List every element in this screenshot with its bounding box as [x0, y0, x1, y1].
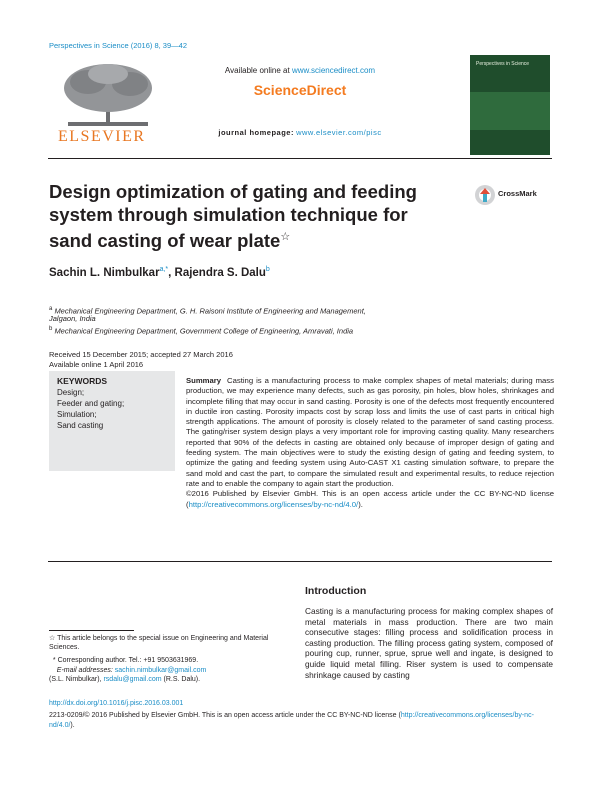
author-list	[49, 266, 270, 279]
affil-sup: b	[49, 326, 53, 332]
issn-text: 2213-0209/© 2016 Published by Elsevier GmbH. This is an open access article under the CC BY-NC-ND license (	[49, 712, 401, 719]
homepage-label: journal homepage:	[218, 128, 294, 137]
introduction-heading: Introduction	[305, 585, 367, 597]
footnote-corresponding	[49, 656, 289, 665]
affiliation-b	[49, 324, 469, 337]
footnote-star-text: This article belongs to the special issue on Engineering and Material Sciences.	[49, 635, 269, 652]
keyword-item: Design;	[57, 388, 85, 397]
article-title-text: Design optimization of gating and feeding system through simulation technique for sand casting of wear plate	[49, 181, 417, 252]
copyright-end: ).	[358, 499, 363, 509]
footnote-star: ☆	[49, 635, 56, 642]
footnote-corr-text: Corresponding author. Tel.: +91 9503631969.	[57, 657, 199, 664]
title-footnote-star[interactable]: ☆	[280, 231, 291, 243]
sciencedirect-link[interactable]: www.sciencedirect.com	[291, 66, 376, 75]
journal-reference[interactable]: Perspectives in Science (2016) 8, 39—42	[49, 41, 187, 50]
available-prefix: Available online at	[224, 66, 292, 75]
journal-cover-band	[470, 92, 550, 130]
keyword-item: Simulation;	[57, 410, 97, 419]
summary-text: Casting is a manufacturing process to make complex shapes of metal materials; during mass production, we may experience many defects, such as gas porosity, pin holes, blow holes, shrinkages and incomplete filling that may occur in sand casting. Porosity is one of the defects most frequently encountered in ductile iron casting. Porosity impacts cost by scrap loss and limits the use of cast parts in critical high strength applications. The amount of porosity is closely related to the parameter of sand casting process. The gating/riser system design plays a very important role for improving casting quality. Many researchers reported that 90% of the defects in casting are obtained only because of improper design of gating and feeding system. The main objectives were to study the existing design of gating and feeding system, to optimize the gating and feeding system using Auto-CAST X1 casting simulation software, to prepare the sand mold and cast the part, to compare the simulated result and experimental results, to reduce rejection rate and to enable the company to again start the production.	[186, 376, 554, 488]
author-affil-sup[interactable]: b	[265, 266, 270, 273]
author-separator: ,	[168, 266, 175, 279]
article-title	[49, 180, 449, 252]
affil-a-line1: Mechanical Engineering Department, G. H. Raisoni Institute of Engineering and Management,	[54, 306, 366, 316]
keywords-heading: KEYWORDS	[57, 376, 108, 386]
abstract-summary	[186, 376, 554, 510]
available-online-line	[200, 66, 400, 75]
issn-license-line	[49, 711, 554, 730]
doi-link[interactable]: http://dx.doi.org/10.1016/j.pisc.2016.03.001	[49, 700, 184, 707]
available-online-date: Available online 1 April 2016	[49, 360, 144, 369]
author-name[interactable]: Rajendra S. Dalu	[174, 266, 266, 279]
affil-sup: a	[49, 306, 53, 312]
introduction-body: Casting is a manufacturing process for making complex shapes of metal materials in mass production. There are two main consecutive stages: filling process and solidification process in casting production. The filling process gating system, composed of pouring cup, runner, sprue, sprue well and ingate, is designed to guide liquid metal filling. Riser system is used to compensate shrinkage caused by casting	[305, 606, 553, 680]
author-affil-sup[interactable]: a,*	[159, 266, 169, 273]
email-owner: (S.L. Nimbulkar),	[49, 676, 102, 684]
license-link[interactable]: http://creativecommons.org/licenses/by-nc-nd/4.0/	[188, 499, 359, 509]
affil-b-text: Mechanical Engineering Department, Government College of Engineering, Amravati, India	[54, 326, 354, 336]
elsevier-wordmark: ELSEVIER	[58, 128, 146, 145]
footnote-divider	[49, 630, 134, 631]
email-link[interactable]: rsdalu@gmail.com	[103, 676, 162, 684]
homepage-link[interactable]: www.elsevier.com/pisc	[296, 128, 382, 137]
footnote-special-issue	[49, 634, 289, 653]
journal-homepage-line	[200, 128, 400, 137]
email-link[interactable]: sachin.nimbulkar@gmail.com	[114, 667, 207, 674]
email-owner: (R.S. Dalu).	[163, 676, 201, 684]
footnote-asterisk: *	[52, 657, 56, 664]
email-label: E-mail addresses:	[56, 667, 113, 674]
summary-label: Summary	[186, 376, 222, 385]
journal-cover-title: Perspectives in Science	[476, 61, 530, 67]
footer-license-link[interactable]: http://creativecommons.org/licenses/by-nc-nd/4.0/	[49, 712, 534, 729]
header-divider	[48, 158, 552, 159]
affiliation-a-line2: Jalgaon, India	[49, 314, 96, 323]
keyword-item: Feeder and gating;	[57, 399, 125, 408]
keyword-item: Sand casting	[57, 421, 104, 430]
issn-end: ).	[70, 721, 75, 729]
sciencedirect-logo: ScienceDirect	[253, 82, 347, 98]
crossmark-label[interactable]: CrossMark	[498, 189, 537, 198]
abstract-divider	[48, 561, 552, 562]
author-name[interactable]: Sachin L. Nimbulkar	[49, 266, 160, 279]
received-date: Received 15 December 2015; accepted 27 March 2016	[49, 350, 233, 359]
footnote-emails	[49, 666, 289, 685]
copyright-text: ©2016 Published by Elsevier GmbH. This is an open access article under the CC BY-NC-ND license (	[186, 489, 554, 509]
